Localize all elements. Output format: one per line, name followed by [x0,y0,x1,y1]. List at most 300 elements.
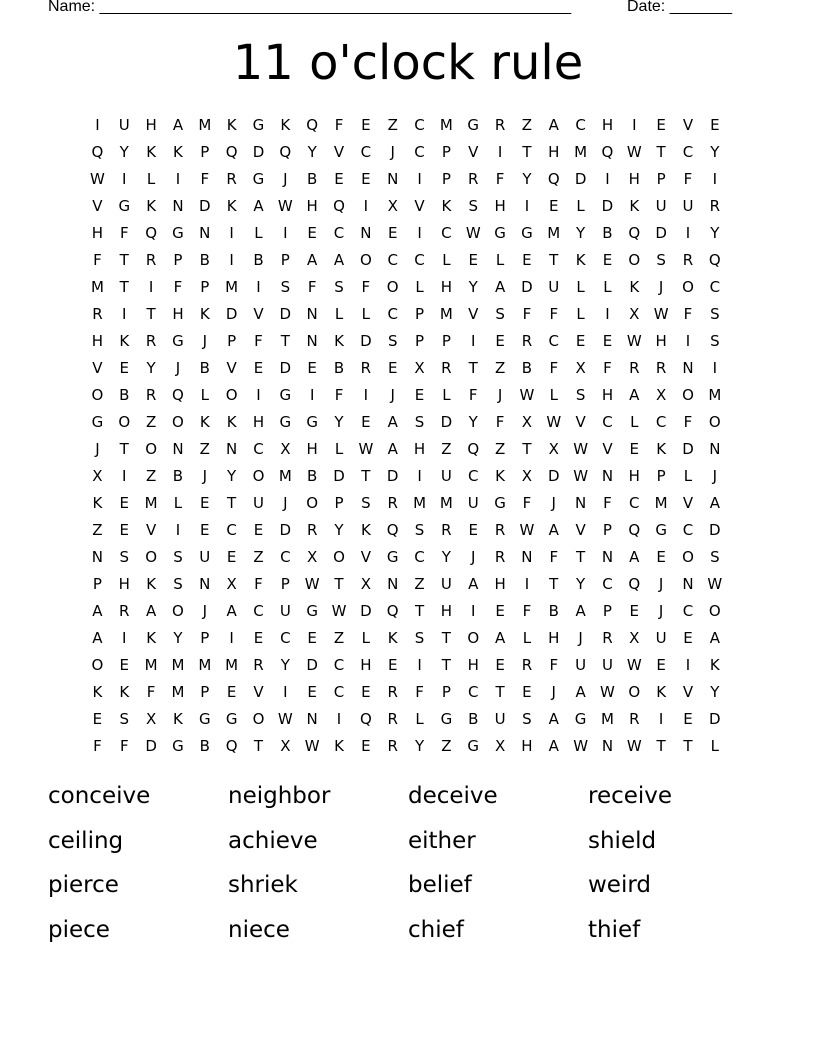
grid-letter: E [253,521,264,539]
grid-row [84,601,728,628]
grid-letter: D [574,170,587,188]
grid-letter: K [199,305,210,323]
grid-letter: I [524,197,530,215]
grid-letter: Y [468,278,478,296]
grid-letter: G [118,197,131,215]
grid-letter: S [173,575,183,593]
grid-letter: B [602,224,613,242]
grid-letter: H [548,143,560,161]
grid-letter: E [200,521,210,539]
grid-letter: Q [467,440,480,458]
grid-letter: I [122,629,127,647]
grid-letter: J [471,548,476,566]
grid-letter: D [521,278,533,296]
grid-letter: G [172,737,184,755]
grid-letter: T [334,575,344,593]
grid-letter: Q [386,521,399,539]
word-list-item: piece [48,916,110,943]
grid-letter: U [655,629,667,647]
grid-letter: E [602,251,613,269]
grid-letter: C [387,305,398,323]
grid-letter: F [334,116,344,134]
grid-letter: Y [522,170,532,188]
grid-letter: N [601,548,614,566]
grid-letter: M [439,305,453,323]
grid-letter: R [387,710,398,728]
grid-letter: D [709,521,721,539]
grid-letter: Z [521,116,533,134]
grid-letter: Y [334,413,344,431]
page-title: 11 o'clock rule [232,35,584,91]
grid-letter: C [629,494,640,512]
grid-letter: T [119,440,129,458]
grid-letter: C [414,143,425,161]
grid-letter: M [90,278,104,296]
grid-letter: C [682,143,694,161]
grid-letter: P [200,683,210,701]
grid-letter: J [551,494,556,512]
grid-letter: J [658,278,664,296]
grid-letter: A [709,494,720,512]
grid-letter: A [307,251,318,269]
grid-row [84,250,728,277]
grid-letter: F [495,413,505,431]
grid-letter: C [333,683,345,701]
grid-letter: R [602,629,613,647]
grid-letter: K [709,656,720,674]
grid-letter: C [414,251,425,269]
grid-letter: V [253,305,264,323]
word-list-item: shriek [228,872,298,898]
grid-letter: I [95,116,100,134]
grid-letter: L [361,305,371,323]
grid-letter: I [605,170,610,188]
grid-letter: Q [628,224,641,242]
grid-letter: I [417,224,422,242]
grid-letter: B [468,710,479,728]
grid-row [84,655,728,682]
word-list-item: niece [228,916,290,943]
grid-letter: K [387,629,398,647]
grid-letter: I [283,224,288,242]
grid-letter: N [601,737,614,755]
grid-letter: U [548,278,560,296]
grid-letter: I [471,602,476,620]
grid-letter: B [199,251,210,269]
grid-letter: K [226,197,237,215]
grid-letter: F [522,305,532,323]
grid-letter: E [226,683,237,701]
grid-letter: P [441,170,451,188]
grid-letter: E [253,359,264,377]
grid-letter: B [521,359,533,377]
grid-letter: L [630,413,639,431]
word-list-item: pierce [48,872,119,898]
grid-letter: A [387,440,398,458]
grid-letter: N [172,440,184,458]
grid-letter: M [439,116,453,134]
grid-letter: W [573,467,589,485]
grid-letter: D [279,521,292,539]
grid-letter: C [575,116,586,134]
grid-letter: I [685,656,691,674]
grid-letter: R [92,305,103,323]
grid-letter: R [682,251,694,269]
grid-letter: J [202,602,208,620]
grid-letter: Q [225,737,238,755]
grid-letter: K [146,629,157,647]
grid-letter: I [309,386,315,404]
grid-letter: V [468,305,479,323]
grid-letter: E [119,521,129,539]
grid-letter: S [495,305,505,323]
grid-letter: B [307,467,318,485]
grid-letter: R [629,710,640,728]
grid-letter: C [280,548,291,566]
grid-letter: G [252,170,265,188]
grid-letter: T [280,332,290,350]
grid-letter: F [683,305,693,323]
grid-letter: T [656,143,666,161]
grid-letter: F [415,683,424,701]
grid-letter: S [710,548,720,566]
grid-letter: I [632,116,637,134]
grid-letter: Y [227,467,237,485]
grid-letter: T [414,602,425,620]
grid-letter: F [173,278,183,296]
grid-letter: F [549,548,559,566]
grid-letter: P [415,305,425,323]
grid-letter: J [202,332,208,350]
grid-letter: E [253,629,264,647]
grid-letter: X [226,575,237,593]
grid-row [84,196,728,223]
grid-letter: P [173,251,183,269]
grid-letter: G [655,521,667,539]
grid-letter: B [307,170,318,188]
grid-letter: E [361,116,371,134]
grid-letter: X [387,197,398,215]
grid-letter: I [685,332,691,350]
grid-letter: O [118,413,131,431]
grid-letter: S [280,278,291,296]
grid-letter: G [252,116,265,134]
grid-letter: Q [91,143,104,161]
grid-letter: O [145,548,158,566]
grid-letter: S [387,332,398,350]
grid-letter: O [628,251,641,269]
grid-letter: W [600,683,615,701]
grid-letter: V [145,521,157,539]
grid-letter: I [229,224,234,242]
grid-letter: U [440,575,452,593]
name-field[interactable]: Name: _____________________________________________________ [48,0,572,15]
grid-letter: E [602,332,613,350]
grid-letter: I [712,359,718,377]
grid-letter: T [146,305,156,323]
grid-letter: V [468,143,479,161]
grid-letter: Y [441,548,451,566]
grid-letter: F [119,224,129,242]
grid-letter: L [415,278,424,296]
grid-letter: L [710,737,719,755]
grid-letter: D [360,332,372,350]
grid-letter: P [441,143,451,161]
grid-letter: U [252,494,264,512]
grid-letter: Q [386,602,399,620]
grid-letter: Q [708,251,721,269]
grid-letter: M [198,116,212,134]
grid-letter: Z [441,737,452,755]
grid-letter: F [549,305,559,323]
grid-row [84,142,728,169]
grid-letter: I [256,386,261,404]
grid-letter: D [709,710,721,728]
grid-letter: H [628,170,640,188]
grid-letter: W [573,737,589,755]
grid-letter: Z [253,548,264,566]
grid-letter: I [605,305,610,323]
grid-letter: I [363,386,369,404]
grid-letter: V [226,359,237,377]
grid-letter: D [199,197,211,215]
grid-letter: L [334,305,344,323]
grid-letter: Y [414,737,425,755]
grid-letter: G [172,224,184,242]
grid-letter: S [468,197,478,215]
grid-letter: K [575,251,586,269]
grid-letter: B [199,737,210,755]
grid-letter: G [574,710,587,728]
grid-letter: C [467,683,479,701]
grid-letter: J [390,143,395,161]
grid-letter: V [575,521,586,539]
grid-letter: Z [145,467,157,485]
grid-letter: G [91,413,104,431]
grid-letter: O [386,278,399,296]
grid-letter: L [442,386,451,404]
grid-letter: F [522,494,532,512]
grid-letter: X [280,737,291,755]
grid-row [84,709,728,736]
grid-letter: I [283,683,288,701]
grid-letter: D [252,143,265,161]
grid-letter: J [658,575,664,593]
grid-letter: Q [601,143,614,161]
grid-letter: F [603,494,612,512]
grid-letter: W [519,521,535,539]
grid-row [84,628,728,655]
grid-letter: S [334,278,344,296]
grid-letter: D [225,305,238,323]
grid-letter: K [119,683,130,701]
grid-letter: H [601,116,614,134]
grid-row [84,466,728,493]
grid-letter: Y [280,656,290,674]
grid-letter: R [119,602,130,620]
grid-letter: R [441,359,452,377]
grid-row [84,169,728,196]
grid-letter: K [146,575,157,593]
word-list-item: chief [408,916,464,943]
grid-letter: L [576,305,585,323]
grid-letter: V [602,440,613,458]
grid-letter: H [655,332,667,350]
grid-letter: N [226,440,238,458]
word-list-item: either [408,827,476,854]
grid-letter: C [226,521,237,539]
grid-letter: E [495,332,505,350]
grid-letter: W [573,440,589,458]
grid-letter: R [521,332,533,350]
grid-letter: G [306,413,318,431]
grid-letter: E [361,737,371,755]
grid-letter: T [522,440,532,458]
grid-letter: E [387,224,398,242]
word-list-item: conceive [48,783,151,809]
grid-letter: Y [173,629,183,647]
grid-row [84,439,728,466]
grid-letter: I [712,170,718,188]
grid-row [84,358,728,385]
grid-letter: H [91,224,104,242]
grid-letter: Y [146,359,156,377]
grid-letter: X [629,305,640,323]
grid-letter: J [578,629,583,647]
grid-letter: D [655,224,667,242]
grid-letter: L [254,224,263,242]
grid-letter: W [304,575,320,593]
grid-letter: D [440,413,453,431]
grid-letter: X [656,386,667,404]
grid-letter: A [468,575,479,593]
grid-letter: Z [199,440,210,458]
grid-letter: K [92,494,103,512]
grid-letter: C [441,224,452,242]
grid-letter: E [307,359,317,377]
grid-letter: F [254,575,263,593]
grid-letter: S [119,710,130,728]
grid-letter: Z [494,359,506,377]
grid-letter: R [145,251,157,269]
grid-letter: I [122,170,127,188]
grid-letter: I [122,467,127,485]
grid-letter: Y [710,143,720,161]
grid-letter: Y [334,521,344,539]
grid-row [84,331,728,358]
grid-letter: E [334,170,344,188]
grid-letter: M [225,278,239,296]
grid-letter: U [575,656,587,674]
grid-letter: C [602,413,613,431]
grid-letter: T [441,656,451,674]
date-field[interactable]: Date: _______ [627,0,732,15]
grid-letter: K [146,143,157,161]
grid-letter: Q [333,197,345,215]
grid-letter: X [575,359,586,377]
grid-letter: I [524,575,530,593]
grid-letter: V [414,197,425,215]
grid-letter: T [119,251,129,269]
grid-letter: C [414,548,425,566]
grid-letter: T [522,143,532,161]
grid-letter: P [200,629,210,647]
grid-letter: T [361,467,371,485]
grid-letter: O [359,251,372,269]
grid-letter: G [386,548,399,566]
grid-letter: H [306,440,318,458]
grid-letter: H [360,656,372,674]
grid-letter: T [441,629,451,647]
grid-letter: N [682,575,694,593]
grid-letter: E [656,548,666,566]
grid-letter: E [361,683,371,701]
grid-letter: C [333,224,345,242]
grid-letter: M [171,683,185,701]
grid-letter: L [495,251,505,269]
grid-letter: C [682,602,694,620]
grid-letter: C [387,251,398,269]
grid-letter: S [710,332,720,350]
grid-letter: U [279,602,291,620]
grid-letter: W [707,575,723,593]
grid-letter: O [306,494,319,512]
grid-letter: I [122,305,127,323]
grid-letter: L [603,278,612,296]
grid-letter: D [682,440,694,458]
grid-letter: K [119,332,130,350]
grid-row [84,115,728,142]
grid-letter: S [575,386,586,404]
grid-letter: E [549,197,559,215]
grid-letter: O [145,440,158,458]
grid-letter: M [278,467,292,485]
grid-letter: A [548,521,559,539]
grid-letter: L [334,440,344,458]
grid-letter: Z [441,440,452,458]
grid-letter: F [468,386,478,404]
grid-letter: H [306,197,318,215]
grid-letter: U [118,116,130,134]
grid-letter: I [336,710,342,728]
grid-letter: M [439,494,453,512]
grid-letter: M [654,494,668,512]
grid-letter: U [440,467,452,485]
grid-letter: R [655,359,667,377]
grid-letter: X [92,467,103,485]
grid-letter: E [629,602,640,620]
grid-letter: C [548,332,559,350]
grid-letter: G [172,332,184,350]
word-list-item: ceiling [48,827,124,854]
grid-letter: T [468,359,478,377]
grid-letter: E [683,629,693,647]
grid-letter: P [441,683,451,701]
grid-letter: P [280,575,290,593]
grid-row [84,574,728,601]
grid-letter: X [521,413,533,431]
grid-letter: E [361,413,371,431]
grid-letter: S [173,548,183,566]
grid-letter: O [708,602,721,620]
grid-letter: F [361,278,371,296]
grid-letter: P [280,251,290,269]
grid-letter: F [683,413,693,431]
grid-letter: E [387,359,398,377]
grid-letter: R [387,737,398,755]
grid-letter: O [682,548,694,566]
grid-letter: G [198,710,211,728]
